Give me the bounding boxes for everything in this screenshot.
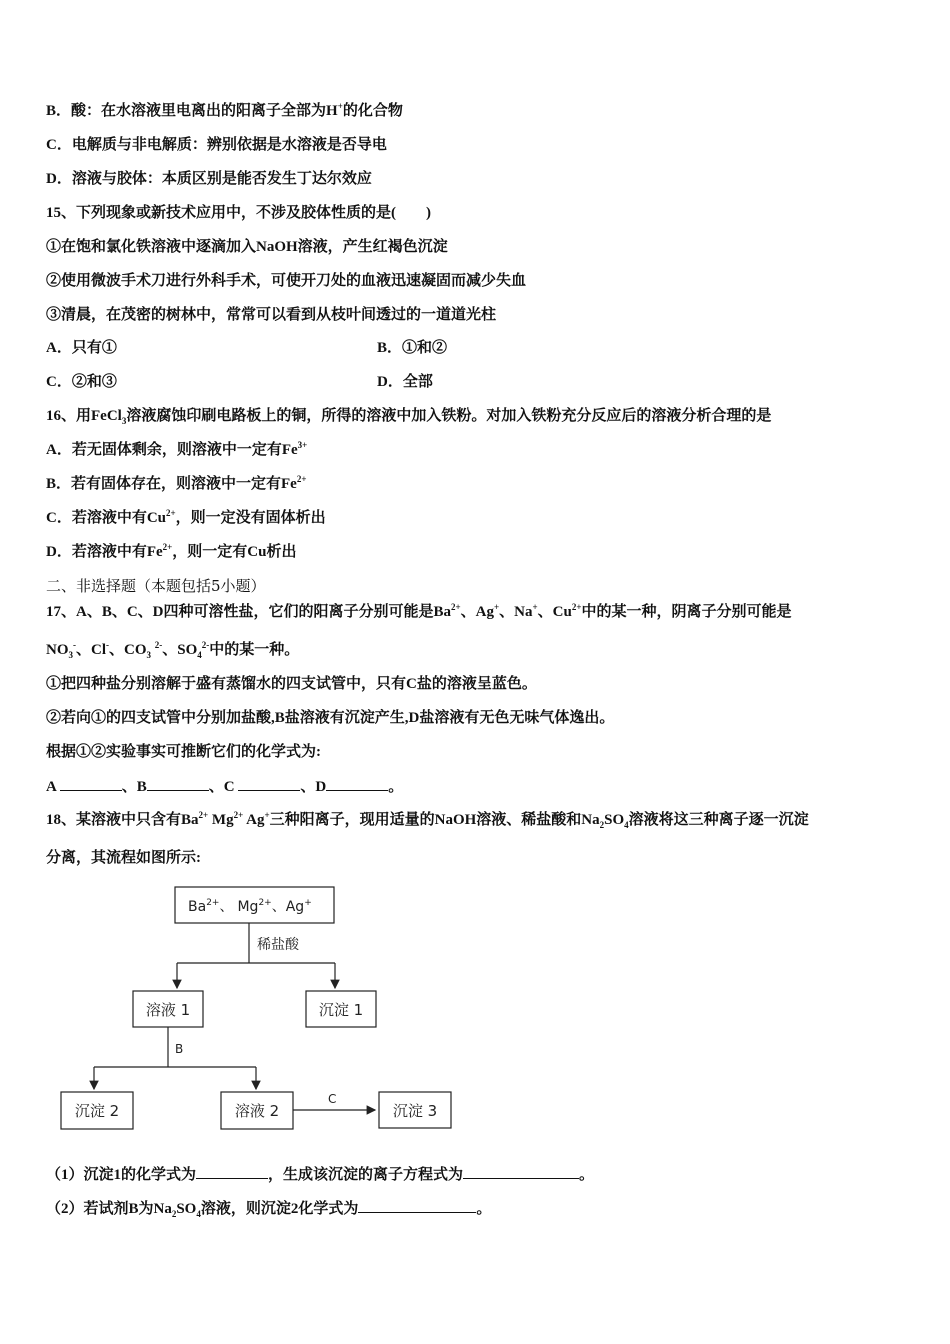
q15-option-c: C．②和③ [46,374,117,390]
q18-part-1: （1）沉淀1的化学式为 ，生成该沉淀的离子方程式为 。 [46,1164,594,1185]
answer-blank-b[interactable] [147,776,209,791]
flow-start-ions: $Ba^{2+}$、 $Mg^{2+}$、Ag+ [188,898,312,915]
flow-precipitate-2: 沉淀 2 [74,1102,120,1120]
answer-blank-ionic-equation[interactable] [463,1164,579,1179]
q18-part-2: （2）若试剂B为$Na_2SO_4$溶液，则沉淀2化学式为 。 [46,1198,491,1219]
answer-blank-ppt1[interactable] [196,1164,268,1179]
flow-precipitate-1: 沉淀 1 [318,1001,364,1019]
q17-prompt: 根据①②实验事实可推断它们的化学式为: [46,744,321,760]
option-d-colloid: D．溶液与胶体：本质区别是能否发生丁达尔效应 [46,171,372,187]
q18-stem-2: 分离，其流程如图所示: [46,850,201,866]
q18-stem: 18、某溶液中只含有$Ba^{2+}$ $Mg^{2+}$ Ag+三种阳离子，现用适量的NaOH溶液、稀盐酸和$Na_2SO_4$溶液将这三种离子逐一沉淀 [46,810,809,830]
separation-flowchart [58,885,478,1135]
q17-anions: $NO_3^-$、Cl-、$CO_3$ $^{2-}$、$SO_4^{2-}$中的某一种。 [46,640,300,660]
q17-stem: 17、A、B、C、D四种可溶性盐，它们的阳离子分别可能是$Ba^{2+}$、Ag+、Na+、$Cu^{2+}$中的某一种，阴离子分别可能是 [46,602,792,620]
q16-option-b: B．若有固体存在，则溶液中一定有$Fe^{2+}$ [46,474,307,492]
answer-blank-ppt2[interactable] [358,1198,476,1213]
answer-blank-a[interactable] [60,776,122,791]
q15-item-1: ①在饱和氯化铁溶液中逐滴加入NaOH溶液，产生红褐色沉淀 [46,239,448,255]
answer-blank-c[interactable] [238,776,300,791]
q15-item-2: ②使用微波手术刀进行外科手术，可使开刀处的血液迅速凝固而减少失血 [46,273,527,289]
q16-stem: 16、用FeCl$_3$溶液腐蚀印刷电路板上的铜，所得的溶液中加入铁粉。对加入铁粉充分反应后的溶液分析合理的是 [46,408,772,426]
q17-fact-2: ②若向①的四支试管中分别加盐酸,B盐溶液有沉淀产生,D盐溶液有无色无味气体逸出。 [46,710,615,726]
q17-fact-1: ①把四种盐分别溶解于盛有蒸馏水的四支试管中，只有C盐的溶液呈蓝色。 [46,676,537,692]
option-b-acid: B．酸：在水溶液里电离出的阳离子全部为H+的化合物 [46,101,403,119]
section-two-heading: 二、非选择题（本题包括5小题） [46,577,266,595]
flow-precipitate-3: 沉淀 3 [392,1102,438,1120]
q16-option-d: D．若溶液中有$Fe^{2+}$，则一定有Cu析出 [46,542,297,560]
q15-item-3: ③清晨，在茂密的树林中，常常可以看到从枝叶间透过的一道道光柱 [46,307,497,323]
q15-option-d: D．全部 [377,374,433,390]
answer-blank-d[interactable] [326,776,388,791]
flow-reagent-c: C [328,1092,337,1106]
flow-solution-2: 溶液 2 [234,1102,280,1120]
q15-option-a: A．只有① [46,340,117,356]
q16-option-a: A．若无固体剩余，则溶液中一定有$Fe^{3+}$ [46,440,308,458]
q17-answer-blanks: A 、B 、C 、D 。 [46,776,403,797]
q16-option-c: C．若溶液中有$Cu^{2+}$，则一定没有固体析出 [46,508,326,526]
flow-solution-1: 溶液 1 [145,1001,191,1019]
q15-stem: 15、下列现象或新技术应用中，不涉及胶体性质的是( ) [46,205,431,221]
flow-reagent-hcl: 稀盐酸 [257,937,299,953]
flow-reagent-b: B [175,1042,184,1056]
option-c-electrolyte: C．电解质与非电解质：辨别依据是水溶液是否导电 [46,137,387,153]
q15-option-b: B．①和② [377,340,448,356]
